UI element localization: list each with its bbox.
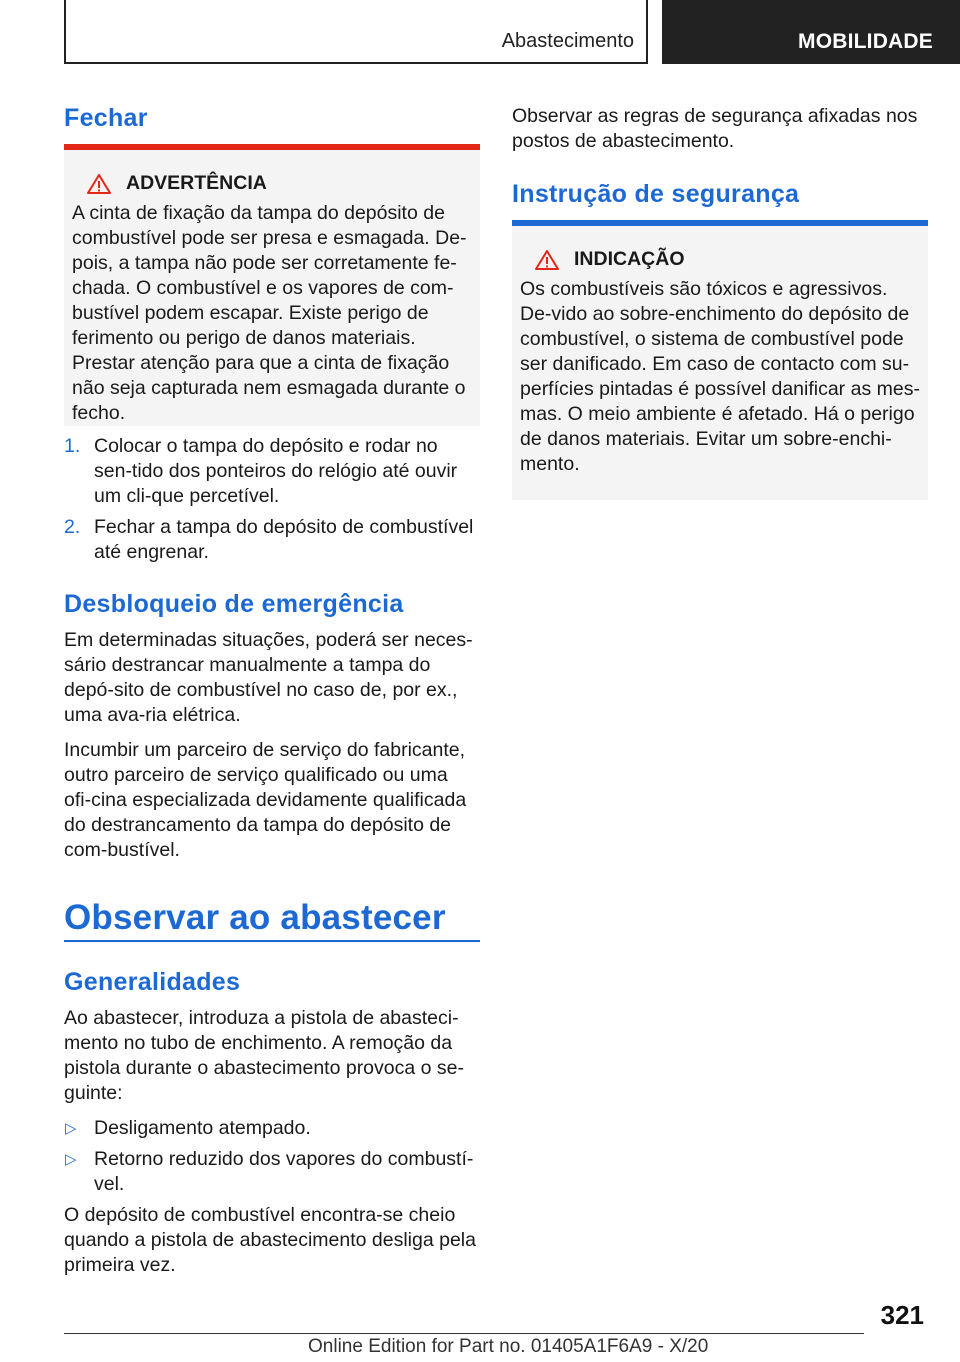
list-item (64, 1147, 480, 1197)
bullet-text: Retorno reduzido dos vapores do combustí-vel. (94, 1148, 474, 1195)
heading-instrucao: Instrução de segurança (512, 180, 800, 208)
note-label: INDICAÇÃO (574, 248, 685, 270)
footer-rule (64, 1333, 864, 1334)
step-number: 1. (64, 435, 81, 457)
desbloqueio-paragraph-1: Em determinadas situações, poderá ser neces-sário destrancar manualmente a tampa do depó-sito de combustível no caso de, por ex., uma ava-ria elétrica. (64, 629, 473, 726)
bullet-text: Desligamento atempado. (94, 1117, 311, 1139)
generalidades-outro: O depósito de combustível encontra-se cheio quando a pistola de abastecimento desliga pela primeira vez. (64, 1204, 476, 1276)
footer-edition: Online Edition for Part no. 01405A1F6A9 - X/20 (308, 1336, 709, 1357)
header-chapter-title (662, 0, 960, 64)
warning-title (86, 172, 472, 195)
list-item (64, 515, 480, 565)
heading-desbloqueio: Desbloqueio de emergência (64, 590, 404, 618)
warning-box (64, 150, 480, 426)
chapter-heading-observar: Observar ao abastecer (64, 898, 446, 937)
header-section-title: Abastecimento (501, 30, 634, 52)
warning-triangle-icon (534, 249, 560, 271)
right-intro (512, 104, 928, 154)
triangle-right-icon: ▷ (65, 1120, 77, 1137)
warning-label: ADVERTÊNCIA (126, 172, 267, 194)
note-box (512, 226, 928, 500)
step-text: Fechar a tampa do depósito de combustível até engrenar. (94, 516, 474, 563)
warning-triangle-icon (86, 173, 112, 195)
list-item (64, 1116, 480, 1141)
heading-generalidades: Generalidades (64, 968, 241, 996)
note-text: Os combustíveis são tóxicos e agressivos. De-vido ao sobre-enchimento do depósito de combustível, o sistema de combustível pode ser danificado. Em caso de contacto com su-perfícies pintadas é possível danificar as mes-mas. O meio ambiente é afetado. Há o perigo de danos materiais. Evitar um sobre-enchi-mento. (520, 278, 920, 475)
desbloqueio-paragraph-2: Incumbir um parceiro de serviço do fabricante, outro parceiro de serviço qualificado ou uma ofi-cina especializada devidamente qualificada do destrancamento da tampa do depósito de com-bustível. (64, 739, 467, 861)
heading-fechar: Fechar (64, 104, 148, 132)
desbloqueio-body (64, 628, 480, 863)
triangle-right-icon: ▷ (65, 1151, 77, 1168)
closing-steps (64, 434, 480, 571)
chapter-heading-rule (64, 940, 480, 942)
generalidades-intro: Ao abastecer, introduza a pistola de abasteci-mento no tubo de enchimento. A remoção da pistola durante o abastecimento provoca o se-guinte: (64, 1007, 464, 1104)
warning-text: A cinta de fixação da tampa do depósito de combustível pode ser presa e esmagada. De-pois, a tampa não pode ser corretamente fe-chada. O combustível e os vapores de com-bustível podem escapar. Existe perigo de ferimento ou perigo de danos materiais. Prestar atenção para que a cinta de fixação não seja capturada nem esmagada durante o fecho. (72, 202, 467, 424)
step-number: 2. (64, 516, 81, 538)
header-chapter-label: MOBILIDADE (798, 30, 933, 53)
generalidades-body (64, 1006, 480, 1278)
page-number: 321 (880, 1300, 924, 1330)
right-intro-text: Observar as regras de segurança afixadas nos postos de abastecimento. (512, 105, 918, 152)
bullet-list (64, 1116, 480, 1197)
step-text: Colocar o tampa do depósito e rodar no sen-tido dos ponteiros do relógio até ouvir um cli-que percetível. (94, 435, 458, 507)
list-item (64, 434, 480, 509)
note-title (534, 248, 920, 271)
